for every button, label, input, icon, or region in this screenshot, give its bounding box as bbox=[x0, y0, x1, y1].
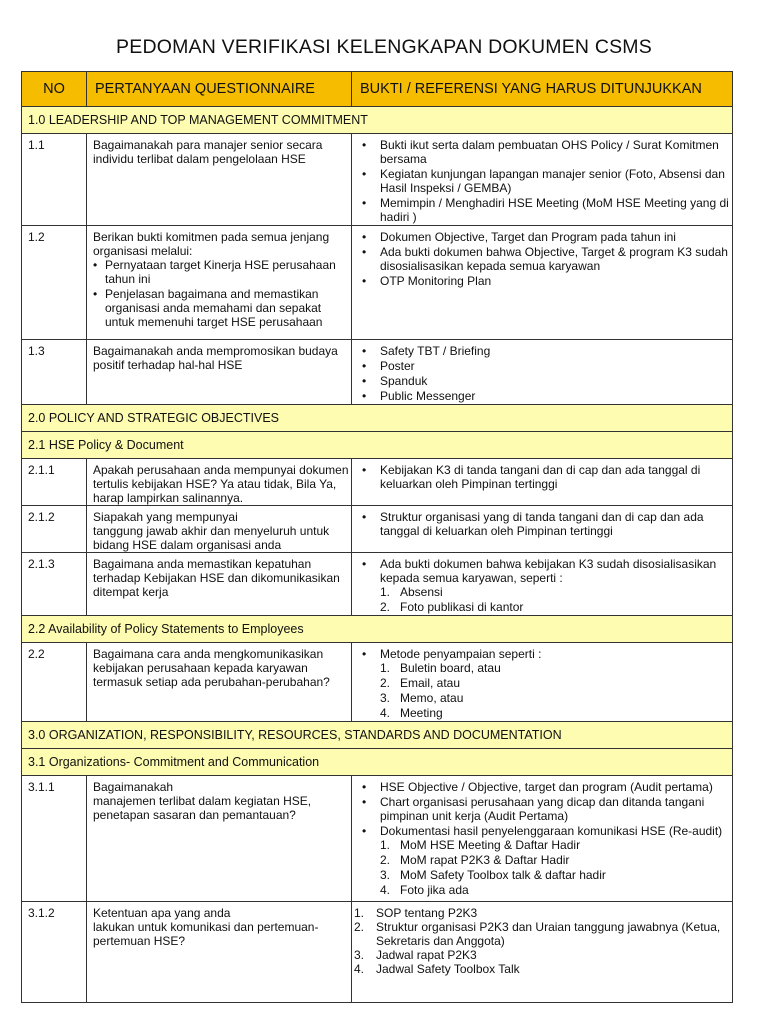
item-number: 4. bbox=[354, 962, 365, 976]
section-title: 3.0 ORGANIZATION, RESPONSIBILITY, RESOURCES, STANDARDS AND DOCUMENTATION bbox=[22, 722, 733, 749]
question-cell bbox=[87, 643, 352, 722]
section-row bbox=[22, 722, 733, 749]
numbered-item bbox=[380, 883, 732, 897]
bullet-icon: • bbox=[93, 258, 98, 272]
question-text: Bagaimana anda memastikan kepatuhan terhadap Kebijakan HSE dan dikomunikasikan ditempat kerja bbox=[93, 557, 340, 599]
evidence-text: Spanduk bbox=[380, 374, 428, 388]
table-row bbox=[22, 134, 733, 226]
evidence-text: Jadwal Safety Toolbox Talk bbox=[376, 962, 520, 976]
list-item bbox=[358, 510, 732, 538]
question-cell bbox=[87, 506, 352, 553]
question-text: tanggung jawab akhir dan menyeluruh untuk bidang HSE dalam organisasi anda bbox=[93, 524, 330, 552]
bullet-icon: • bbox=[362, 374, 367, 388]
question-cell bbox=[87, 340, 352, 405]
header-question: PERTANYAAN QUESTIONNAIRE bbox=[87, 72, 352, 107]
numbered-item bbox=[380, 676, 732, 690]
numbered-item bbox=[354, 920, 732, 948]
section-title: 1.0 LEADERSHIP AND TOP MANAGEMENT COMMITMENT bbox=[22, 107, 733, 134]
evidence-text: Metode penyampaian seperti : bbox=[380, 647, 542, 661]
item-number: 2. bbox=[380, 600, 391, 614]
subsection-title: 2.2 Availability of Policy Statements to Employees bbox=[22, 616, 733, 643]
evidence-cell bbox=[352, 643, 733, 722]
evidence-text: HSE Objective / Objective, target dan program (Audit pertama) bbox=[380, 780, 713, 794]
list-item bbox=[89, 258, 351, 286]
bullet-icon: • bbox=[362, 245, 367, 259]
numbered-item bbox=[354, 948, 732, 962]
evidence-cell bbox=[352, 459, 733, 506]
bullet-icon: • bbox=[362, 510, 367, 524]
list-item bbox=[358, 167, 732, 195]
section-row bbox=[22, 107, 733, 134]
question-text: Bagaimanakah anda mempromosikan budaya bbox=[93, 344, 338, 358]
header-no: NO bbox=[22, 72, 87, 107]
evidence-text: Chart organisasi perusahaan yang dicap dan ditanda tangani pimpinan unit kerja (Audit Pertama) bbox=[380, 795, 705, 823]
list-item bbox=[358, 230, 732, 244]
list-item bbox=[358, 389, 732, 403]
bullet-icon: • bbox=[362, 344, 367, 358]
numbered-item bbox=[380, 600, 732, 614]
bullet-icon: • bbox=[362, 274, 367, 288]
bullet-icon: • bbox=[93, 287, 98, 301]
evidence-text: Ada bukti dokumen bahwa kebijakan K3 sudah disosialisasikan kepada semua karyawan, seperti : bbox=[380, 557, 717, 585]
row-number: 2.1.1 bbox=[22, 459, 87, 506]
numbered-item bbox=[380, 585, 732, 599]
list-item bbox=[358, 824, 732, 897]
item-number: 1. bbox=[354, 906, 365, 920]
list-item bbox=[358, 344, 732, 358]
subsection-title: 2.1 HSE Policy & Document bbox=[22, 432, 733, 459]
evidence-cell bbox=[352, 553, 733, 616]
list-item bbox=[358, 359, 732, 373]
evidence-subitem: Email, atau bbox=[400, 676, 461, 690]
table-row bbox=[22, 902, 733, 1003]
document-title: PEDOMAN VERIFIKASI KELENGKAPAN DOKUMEN CSMS bbox=[116, 36, 652, 58]
evidence-text: Memimpin / Menghadiri HSE Meeting (MoM HSE Meeting yang di hadiri ) bbox=[380, 196, 729, 224]
numbered-item bbox=[354, 962, 732, 976]
question-cell bbox=[87, 776, 352, 902]
evidence-text: SOP tentang P2K3 bbox=[376, 906, 478, 920]
row-number: 3.1.2 bbox=[22, 902, 87, 1003]
evidence-text: Poster bbox=[380, 359, 415, 373]
evidence-cell bbox=[352, 134, 733, 226]
question-text: Bagaimana cara anda mengkomunikasikan kebijakan perusahaan kepada karyawan termasuk setiap ada perubahan-perubahan? bbox=[93, 647, 330, 689]
evidence-cell bbox=[352, 226, 733, 340]
list-item bbox=[358, 138, 732, 166]
evidence-text: OTP Monitoring Plan bbox=[380, 274, 492, 288]
question-text: Bagaimanakah bbox=[93, 780, 174, 794]
item-number: 3. bbox=[380, 868, 391, 882]
question-text: positif terhadap hal-hal HSE bbox=[93, 358, 243, 372]
question-cell bbox=[87, 902, 352, 1003]
bullet-icon: • bbox=[362, 230, 367, 244]
question-cell bbox=[87, 226, 352, 340]
question-text: Ketentuan apa yang anda bbox=[93, 906, 231, 920]
evidence-subitem: MoM HSE Meeting & Daftar Hadir bbox=[400, 838, 581, 852]
numbered-item bbox=[380, 853, 732, 867]
bullet-icon: • bbox=[362, 359, 367, 373]
evidence-cell bbox=[352, 340, 733, 405]
table-row bbox=[22, 643, 733, 722]
evidence-text: Kebijakan K3 di tanda tangani dan di cap dan ada tanggal di keluarkan oleh Pimpinan tertinggi bbox=[380, 463, 701, 491]
evidence-text: Dokumen Objective, Target dan Program pada tahun ini bbox=[380, 230, 676, 244]
evidence-subitem: Meeting bbox=[400, 706, 443, 720]
list-item bbox=[358, 196, 732, 224]
item-number: 4. bbox=[380, 706, 391, 720]
bullet-icon: • bbox=[362, 196, 367, 210]
row-number: 2.1.3 bbox=[22, 553, 87, 616]
row-number: 1.3 bbox=[22, 340, 87, 405]
evidence-cell bbox=[352, 902, 733, 1003]
evidence-subitem: Foto publikasi di kantor bbox=[400, 600, 524, 614]
question-item-text: Pernyataan target Kinerja HSE perusahaan tahun ini bbox=[105, 258, 336, 286]
list-item bbox=[358, 374, 732, 388]
list-item bbox=[358, 245, 732, 273]
section-title: 2.0 POLICY AND STRATEGIC OBJECTIVES bbox=[22, 405, 733, 432]
row-number: 1.2 bbox=[22, 226, 87, 340]
question-text: Bagaimanakah para manajer senior secara individu terlibat dalam pengelolaan HSE bbox=[93, 138, 323, 166]
section-row bbox=[22, 432, 733, 459]
item-number: 3. bbox=[380, 691, 391, 705]
evidence-subitem: MoM Safety Toolbox talk & daftar hadir bbox=[400, 868, 606, 882]
evidence-text: Kegiatan kunjungan lapangan manajer senior (Foto, Absensi dan Hasil Inspeksi / GEMBA) bbox=[380, 167, 725, 195]
numbered-item bbox=[380, 868, 732, 882]
evidence-subitem: Buletin board, atau bbox=[400, 661, 501, 675]
item-number: 1. bbox=[380, 661, 391, 675]
table-row bbox=[22, 459, 733, 506]
question-text: Berikan bukti komitmen pada semua jenjang organisasi melalui: bbox=[93, 230, 330, 258]
evidence-text: Struktur organisasi yang di tanda tangani dan di cap dan ada tanggal di keluarkan oleh Pimpinan tertinggi bbox=[380, 510, 704, 538]
item-number: 2. bbox=[380, 853, 391, 867]
question-text: manajemen terlibat dalam kegiatan HSE, penetapan sasaran dan pemantauan? bbox=[93, 794, 312, 822]
row-number: 2.1.2 bbox=[22, 506, 87, 553]
table-row bbox=[22, 776, 733, 902]
list-item bbox=[358, 274, 732, 288]
item-number: 2. bbox=[380, 676, 391, 690]
bullet-icon: • bbox=[362, 795, 367, 809]
item-number: 1. bbox=[380, 585, 391, 599]
item-number: 3. bbox=[354, 948, 365, 962]
evidence-subitem: MoM rapat P2K3 & Daftar Hadir bbox=[400, 853, 570, 867]
question-cell bbox=[87, 134, 352, 226]
numbered-item bbox=[380, 838, 732, 852]
section-row bbox=[22, 405, 733, 432]
evidence-subitem: Absensi bbox=[400, 585, 443, 599]
numbered-item bbox=[380, 706, 732, 720]
section-row bbox=[22, 749, 733, 776]
evidence-text: Public Messenger bbox=[380, 389, 476, 403]
evidence-text: Safety TBT / Briefing bbox=[380, 344, 491, 358]
question-text: Siapakah yang mempunyai bbox=[93, 510, 238, 524]
list-item bbox=[358, 647, 732, 720]
item-number: 2. bbox=[354, 920, 365, 934]
numbered-item bbox=[354, 906, 732, 920]
table-row bbox=[22, 340, 733, 405]
verification-table bbox=[21, 71, 733, 1003]
bullet-icon: • bbox=[362, 557, 367, 571]
list-item bbox=[358, 463, 732, 491]
list-item bbox=[89, 287, 351, 329]
table-row bbox=[22, 506, 733, 553]
item-number: 4. bbox=[380, 883, 391, 897]
list-item bbox=[358, 557, 732, 614]
question-cell bbox=[87, 553, 352, 616]
bullet-icon: • bbox=[362, 389, 367, 403]
evidence-subitem: Foto jika ada bbox=[400, 883, 469, 897]
table-row bbox=[22, 553, 733, 616]
bullet-icon: • bbox=[362, 824, 367, 838]
bullet-icon: • bbox=[362, 780, 367, 794]
table-header-row bbox=[22, 72, 733, 107]
row-number: 2.2 bbox=[22, 643, 87, 722]
bullet-icon: • bbox=[362, 167, 367, 181]
table-row bbox=[22, 226, 733, 340]
numbered-item bbox=[380, 691, 732, 705]
evidence-text: Bukti ikut serta dalam pembuatan OHS Policy / Surat Komitmen bersama bbox=[380, 138, 719, 166]
evidence-text: Ada bukti dokumen bahwa Objective, Target & program K3 sudah disosialisasikan kepada semua karyawan bbox=[380, 245, 728, 273]
question-text: lakukan untuk komunikasi dan pertemuan-pertemuan HSE? bbox=[93, 920, 319, 948]
question-text: Apakah perusahaan anda mempunyai dokumen tertulis kebijakan HSE? Ya atau tidak, Bila Ya, harap lampirkan salinannya. bbox=[93, 463, 349, 505]
evidence-text: Jadwal rapat P2K3 bbox=[376, 948, 477, 962]
evidence-cell bbox=[352, 776, 733, 902]
bullet-icon: • bbox=[362, 647, 367, 661]
bullet-icon: • bbox=[362, 463, 367, 477]
bullet-icon: • bbox=[362, 138, 367, 152]
evidence-subitem: Memo, atau bbox=[400, 691, 464, 705]
row-number: 1.1 bbox=[22, 134, 87, 226]
evidence-cell bbox=[352, 506, 733, 553]
list-item bbox=[358, 780, 732, 794]
question-cell bbox=[87, 459, 352, 506]
row-number: 3.1.1 bbox=[22, 776, 87, 902]
question-item-text: Penjelasan bagaimana and memastikan organisasi anda memahami dan sepakat untuk memenuhi target HSE perusahaan bbox=[105, 287, 323, 329]
header-evidence: BUKTI / REFERENSI YANG HARUS DITUNJUKKAN bbox=[352, 72, 733, 107]
item-number: 1. bbox=[380, 838, 391, 852]
numbered-item bbox=[380, 661, 732, 675]
evidence-text: Struktur organisasi P2K3 dan Uraian tanggung jawabnya (Ketua, Sekretaris dan Anggota) bbox=[376, 920, 721, 948]
list-item bbox=[358, 795, 732, 823]
subsection-title: 3.1 Organizations- Commitment and Communication bbox=[22, 749, 733, 776]
evidence-text: Dokumentasi hasil penyelenggaraan komunikasi HSE (Re-audit) bbox=[380, 824, 723, 838]
section-row bbox=[22, 616, 733, 643]
